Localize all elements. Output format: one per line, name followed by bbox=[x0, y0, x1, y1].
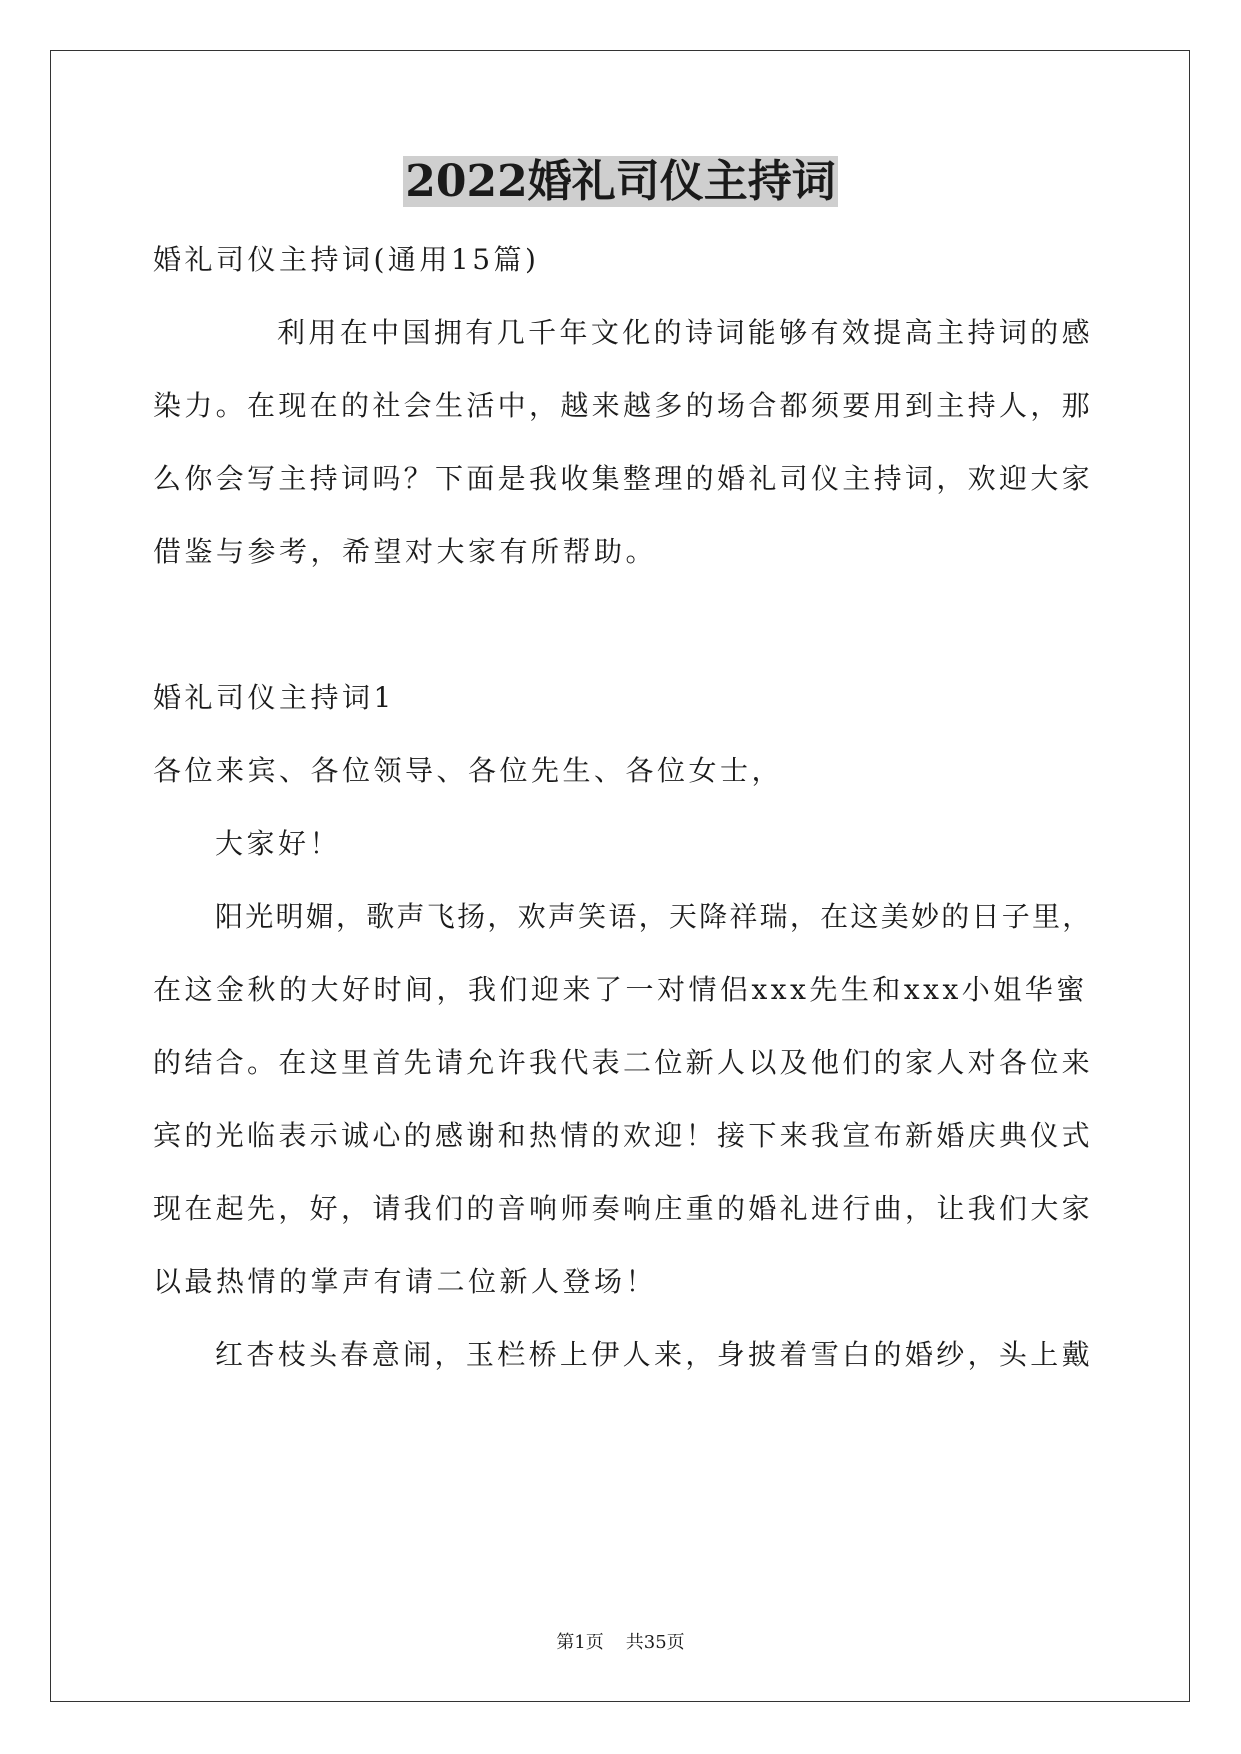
document-title bbox=[0, 152, 1241, 212]
paragraph-line: 宾的光临表示诚心的感谢和热情的欢迎！接下来我宣布新婚庆典仪式 bbox=[153, 1119, 1094, 1152]
paragraph-line: 以最热情的掌声有请二位新人登场！ bbox=[153, 1265, 658, 1298]
paragraph-line: 借鉴与参考，希望对大家有所帮助。 bbox=[153, 535, 658, 568]
page-number: 第1页 bbox=[556, 1632, 604, 1653]
paragraph-line: 红杏枝头春意闹，玉栏桥上伊人来，身披着雪白的婚纱，头上戴 bbox=[215, 1338, 1094, 1371]
page-footer bbox=[0, 1631, 1241, 1655]
page-total: 共35页 bbox=[625, 1632, 685, 1653]
paragraph-line: 的结合。在这里首先请允许我代表二位新人以及他们的家人对各位来 bbox=[153, 1046, 1094, 1079]
document-title-text: 2022婚礼司仪主持词 bbox=[405, 156, 836, 207]
paragraph-line: 染力。在现在的社会生活中，越来越多的场合都须要用到主持人，那 bbox=[153, 389, 1094, 422]
paragraph-line: 现在起先，好，请我们的音响师奏响庄重的婚礼进行曲，让我们大家 bbox=[153, 1192, 1094, 1225]
paragraph-line: 利用在中国拥有几千年文化的诗词能够有效提高主持词的感 bbox=[277, 316, 1094, 349]
page-frame bbox=[50, 50, 1190, 1702]
paragraph-line: 在这金秋的大好时间，我们迎来了一对情侣xxx先生和xxx小姐华蜜 bbox=[153, 973, 1088, 1006]
paragraph-line: 阳光明媚，歌声飞扬，欢声笑语，天降祥瑞，在这美妙的日子里， bbox=[215, 900, 1093, 933]
section-heading: 婚礼司仪主持词1 bbox=[153, 681, 395, 714]
subtitle-line: 婚礼司仪主持词(通用15篇) bbox=[153, 243, 540, 276]
paragraph-line: 么你会写主持词吗？下面是我收集整理的婚礼司仪主持词，欢迎大家 bbox=[153, 462, 1094, 495]
paragraph-line: 大家好！ bbox=[215, 827, 342, 860]
paragraph-line: 各位来宾、各位领导、各位先生、各位女士， bbox=[153, 754, 784, 787]
